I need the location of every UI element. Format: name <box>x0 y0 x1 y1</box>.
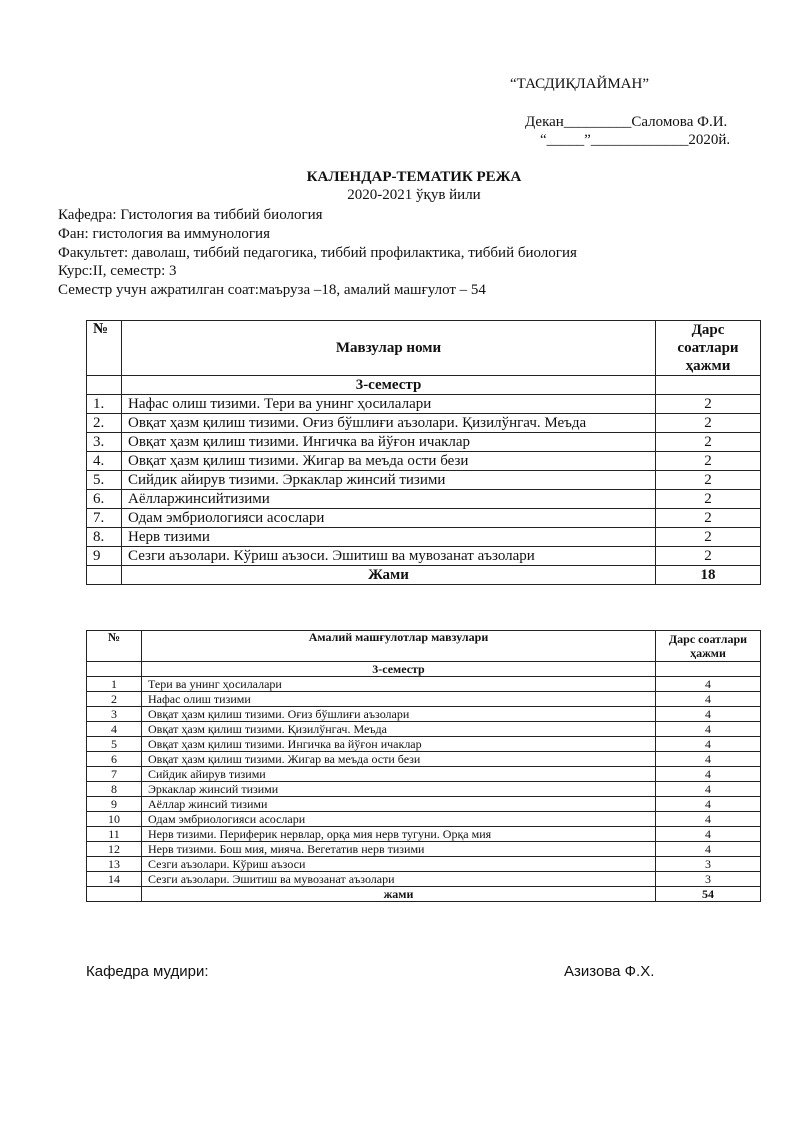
table-row <box>87 857 761 872</box>
header-hours: Дарс соатлари ҳажми <box>656 631 761 662</box>
table-header-row <box>87 631 761 662</box>
semester-label: 3-семестр <box>122 376 656 395</box>
head-of-department-label: Кафедра мудири: <box>86 963 209 980</box>
info-course: Курс:II, семестр: 3 <box>58 263 177 279</box>
date-line: “_____”_____________2020й. <box>540 132 731 148</box>
total-hours: 18 <box>656 566 761 585</box>
row-number: 8 <box>87 782 142 797</box>
head-of-department-name: Азизова Ф.Х. <box>564 963 655 980</box>
table-row <box>87 490 761 509</box>
row-topic: Аёллар жинсий тизими <box>142 797 656 812</box>
table-header-row <box>87 321 761 376</box>
row-number: 6 <box>87 752 142 767</box>
table-row <box>87 509 761 528</box>
table-row <box>87 722 761 737</box>
row-number: 10 <box>87 812 142 827</box>
dean-signature-line: Декан_________Саломова Ф.И. <box>525 114 728 130</box>
row-hours: 3 <box>656 857 761 872</box>
row-topic: Одам эмбриологияси асослари <box>142 812 656 827</box>
table-row <box>87 827 761 842</box>
row-hours: 4 <box>656 842 761 857</box>
row-hours: 4 <box>656 782 761 797</box>
row-hours: 2 <box>656 509 761 528</box>
row-topic: Нафас олиш тизими <box>142 692 656 707</box>
row-number: 4. <box>87 452 122 471</box>
row-hours: 4 <box>656 692 761 707</box>
table-row <box>87 842 761 857</box>
semester-row <box>87 376 761 395</box>
semester-row <box>87 662 761 677</box>
row-hours: 2 <box>656 490 761 509</box>
row-hours: 4 <box>656 737 761 752</box>
row-topic: Аёлларжинсийтизими <box>122 490 656 509</box>
row-topic: Нерв тизими. Бош мия, мияча. Вегетатив нерв тизими <box>142 842 656 857</box>
header-num: № <box>87 321 122 376</box>
info-hours: Семестр учун ажратилган соат:маъруза –18, амалий машғулот – 54 <box>58 282 486 298</box>
practicals-table <box>86 630 761 902</box>
row-number: 4 <box>87 722 142 737</box>
row-topic: Эркаклар жинсий тизими <box>142 782 656 797</box>
header-hours: Дарс соатлари ҳажми <box>656 321 761 376</box>
row-number: 7 <box>87 767 142 782</box>
row-number: 1 <box>87 677 142 692</box>
row-topic: Нерв тизими <box>122 528 656 547</box>
total-label: жами <box>142 887 656 902</box>
table-row <box>87 767 761 782</box>
row-hours: 4 <box>656 677 761 692</box>
row-topic: Овқат ҳазм қилиш тизими. Қизилўнгач. Меъда <box>142 722 656 737</box>
row-topic: Сезги аъзолари. Эшитиш ва мувозанат аъзолари <box>142 872 656 887</box>
total-row <box>87 566 761 585</box>
row-topic: Овқат ҳазм қилиш тизими. Ингичка ва йўғон ичаклар <box>142 737 656 752</box>
row-topic: Одам эмбриологияси асослари <box>122 509 656 528</box>
row-hours: 2 <box>656 471 761 490</box>
row-topic: Нерв тизими. Периферик нервлар, орқа мия нерв тугуни. Орқа мия <box>142 827 656 842</box>
header-topic-name: Мавзулар номи <box>122 321 656 376</box>
row-topic: Сийдик айирув тизими <box>142 767 656 782</box>
table-row <box>87 547 761 566</box>
row-topic: Овқат ҳазм қилиш тизими. Ингичка ва йўғон ичаклар <box>122 433 656 452</box>
total-hours: 54 <box>656 887 761 902</box>
table-row <box>87 692 761 707</box>
row-hours: 2 <box>656 414 761 433</box>
info-faculty: Факультет: даволаш, тиббий педагогика, тиббий профилактика, тиббий биология <box>58 245 577 261</box>
row-topic: Сийдик айирув тизими. Эркаклар жинсий тизими <box>122 471 656 490</box>
table-row <box>87 872 761 887</box>
approval-stamp-text: “ТАСДИҚЛАЙМАН” <box>510 76 649 92</box>
row-number: 5. <box>87 471 122 490</box>
table-row <box>87 782 761 797</box>
document-title: КАЛЕНДАР-ТЕМАТИК РЕЖА <box>306 169 522 185</box>
info-department: Кафедра: Гистология ва тиббий биология <box>58 207 323 223</box>
table-row <box>87 452 761 471</box>
row-number: 9 <box>87 797 142 812</box>
row-topic: Овқат ҳазм қилиш тизими. Оғиз бўшлиғи аъзолари. Қизилўнгач. Меъда <box>122 414 656 433</box>
row-number: 2. <box>87 414 122 433</box>
row-hours: 4 <box>656 722 761 737</box>
semester-label: 3-семестр <box>142 662 656 677</box>
lectures-table <box>86 320 761 585</box>
row-number: 6. <box>87 490 122 509</box>
row-number: 14 <box>87 872 142 887</box>
row-hours: 4 <box>656 767 761 782</box>
row-hours: 3 <box>656 872 761 887</box>
total-label: Жами <box>122 566 656 585</box>
table-row <box>87 737 761 752</box>
table-row <box>87 797 761 812</box>
row-number: 5 <box>87 737 142 752</box>
row-number: 3 <box>87 707 142 722</box>
row-topic: Нафас олиш тизими. Тери ва унинг ҳосилалари <box>122 395 656 414</box>
table-row <box>87 752 761 767</box>
row-number: 8. <box>87 528 122 547</box>
row-number: 3. <box>87 433 122 452</box>
row-hours: 4 <box>656 752 761 767</box>
info-subject: Фан: гистология ва иммунология <box>58 226 270 242</box>
table-row <box>87 471 761 490</box>
academic-year: 2020-2021 ўқув йили <box>347 187 481 203</box>
table-row <box>87 707 761 722</box>
row-hours: 4 <box>656 827 761 842</box>
row-number: 11 <box>87 827 142 842</box>
row-topic: Сезги аъзолари. Кўриш аъзоси. Эшитиш ва мувозанат аъзолари <box>122 547 656 566</box>
row-number: 2 <box>87 692 142 707</box>
row-hours: 4 <box>656 707 761 722</box>
table-row <box>87 528 761 547</box>
row-number: 7. <box>87 509 122 528</box>
row-hours: 2 <box>656 433 761 452</box>
row-topic: Овқат ҳазм қилиш тизими. Оғиз бўшлиғи аъзолари <box>142 707 656 722</box>
row-hours: 2 <box>656 547 761 566</box>
table-row <box>87 414 761 433</box>
row-topic: Овқат ҳазм қилиш тизими. Жигар ва меъда ости бези <box>142 752 656 767</box>
row-hours: 2 <box>656 528 761 547</box>
table-row <box>87 433 761 452</box>
row-topic: Сезги аъзолари. Кўриш аъзоси <box>142 857 656 872</box>
header-num: № <box>87 631 142 662</box>
row-number: 12 <box>87 842 142 857</box>
table-row <box>87 395 761 414</box>
row-topic: Овқат ҳазм қилиш тизими. Жигар ва меъда ости бези <box>122 452 656 471</box>
row-number: 1. <box>87 395 122 414</box>
row-topic: Тери ва унинг ҳосилалари <box>142 677 656 692</box>
total-row <box>87 887 761 902</box>
row-number: 13 <box>87 857 142 872</box>
header-topic-name: Амалий машғулотлар мавзулари <box>142 631 656 662</box>
row-number: 9 <box>87 547 122 566</box>
table-row <box>87 677 761 692</box>
row-hours: 2 <box>656 452 761 471</box>
row-hours: 4 <box>656 812 761 827</box>
row-hours: 2 <box>656 395 761 414</box>
table-row <box>87 812 761 827</box>
row-hours: 4 <box>656 797 761 812</box>
